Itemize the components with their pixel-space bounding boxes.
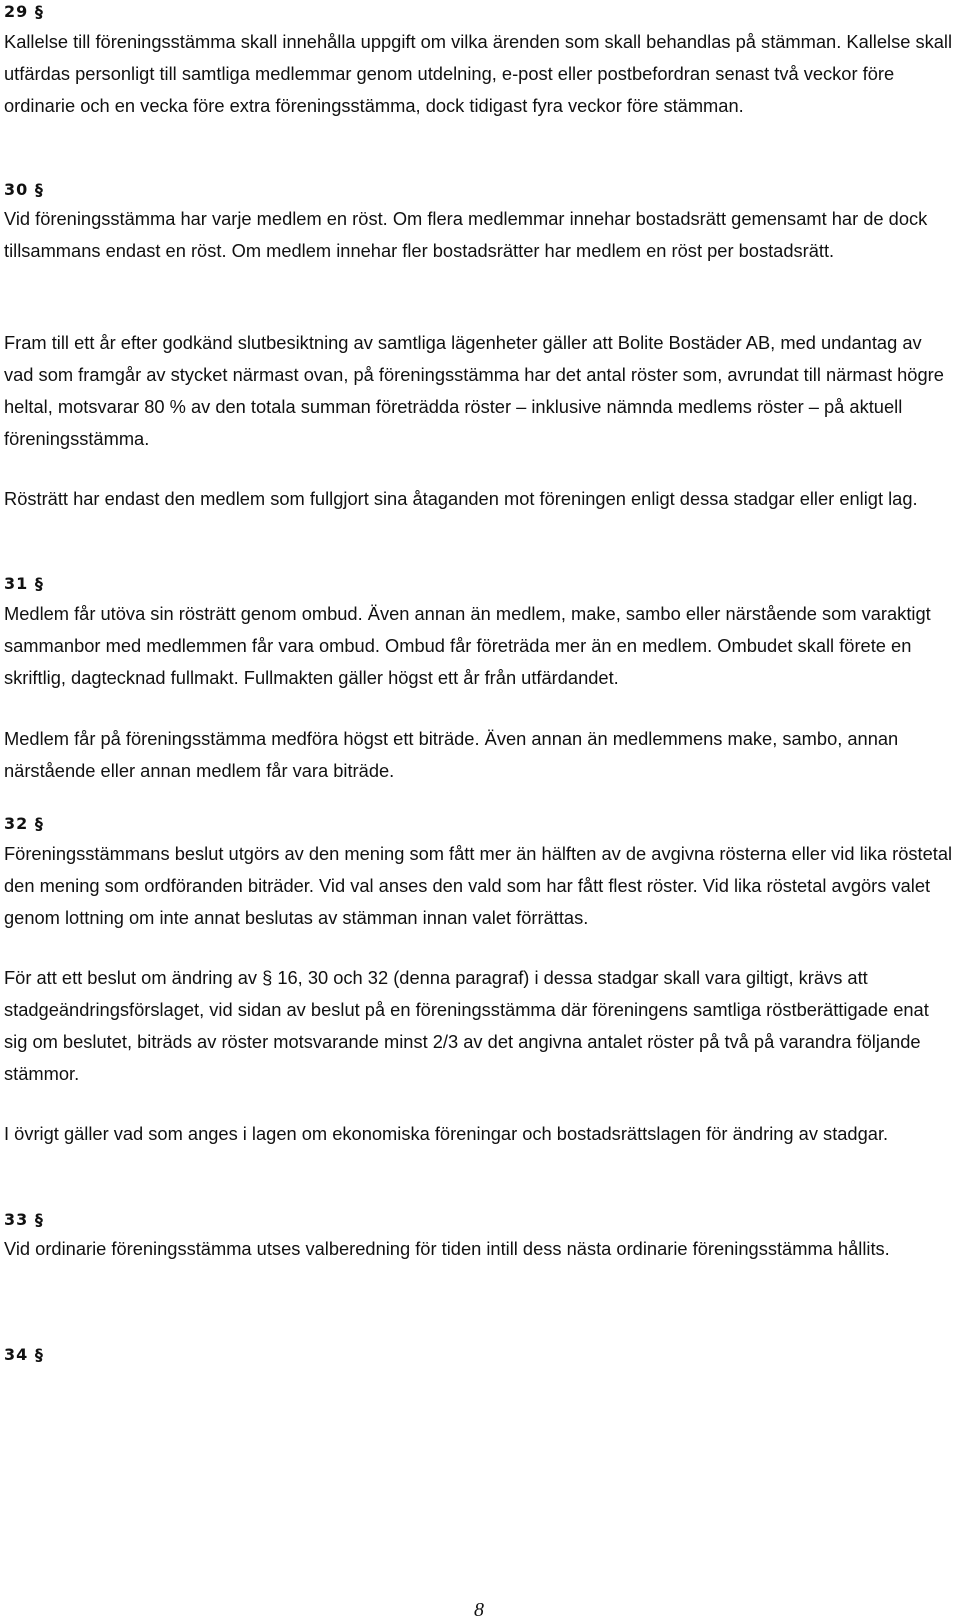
section-31-paragraph-1: Medlem får utöva sin rösträtt genom ombud. Även annan än medlem, make, sambo eller närstående som varaktigt sammanbor med medlemmen får vara ombud. Ombud får företräda mer än en medlem. Ombudet skall förete en skriftlig, dagtecknad fullmakt. Fullmakten gäller högst ett år från utfärdandet. [4, 603, 931, 688]
section-heading-29: 29 § [4, 2, 44, 21]
section-30-paragraph-1: Vid föreningsstämma har varje medlem en röst. Om flera medlemmar innehar bostadsrätt gemensamt har de dock tillsammans endast en röst. Om medlem innehar fler bostadsrätter har medlem en röst per bostadsrätt. [4, 208, 928, 261]
section-heading-33: 33 § [4, 1210, 44, 1229]
section-33-paragraph-1: Vid ordinarie föreningsstämma utses valberedning för tiden intill dess nästa ordinarie föreningsstämma hållits. [4, 1238, 890, 1259]
page-number: 8 [474, 1599, 484, 1621]
section-32-paragraph-2: För att ett beslut om ändring av § 16, 30 och 32 (denna paragraf) i dessa stadgar skall vara giltigt, krävs att stadgeändringsförslaget, vid sidan av beslut på en föreningsstämma där föreningens samtliga röstberättigade enat sig om beslutet, biträds av röster motsvarande minst 2/3 av det angivna antalet röster på två på varandra följande stämmor. [4, 967, 929, 1084]
section-heading-32: 32 § [4, 814, 44, 833]
section-32-paragraph-3: I övrigt gäller vad som anges i lagen om ekonomiska föreningar och bostadsrättslagen för ändring av stadgar. [4, 1123, 889, 1144]
section-heading-30: 30 § [4, 180, 44, 199]
section-30-paragraph-3: Rösträtt har endast den medlem som fullgjort sina åtaganden mot föreningen enligt dessa stadgar eller enligt lag. [4, 488, 918, 509]
section-32-paragraph-1: Föreningsstämmans beslut utgörs av den mening som fått mer än hälften av de avgivna rösterna eller vid lika röstetal den mening som ordföranden biträder. Vid val anses den vald som har fått flest röster. Vid lika röstetal avgörs valet genom lottning om inte annat beslutas av stämman innan valet förrättas. [4, 843, 953, 928]
section-30-paragraph-2: Fram till ett år efter godkänd slutbesiktning av samtliga lägenheter gäller att Bolite Bostäder AB, med undantag av vad som framgår av stycket närmast ovan, på föreningsstämma har det antal röster som, avrundat till närmast högre heltal, motsvarar 80 % av den totala summan företrädda röster – inklusive nämnda medlems röster – på aktuell föreningsstämma. [4, 332, 944, 449]
section-heading-31: 31 § [4, 574, 44, 593]
section-29-paragraph-1: Kallelse till föreningsstämma skall innehålla uppgift om vilka ärenden som skall behandlas på stämman. Kallelse skall utfärdas personligt till samtliga medlemmar genom utdelning, e-post eller postbefordran senast två veckor före ordinarie och en vecka före extra föreningsstämma, dock tidigast fyra veckor före stämman. [4, 31, 953, 116]
section-heading-34: 34 § [4, 1345, 44, 1364]
section-31-paragraph-2: Medlem får på föreningsstämma medföra högst ett biträde. Även annan än medlemmens make, sambo, annan närstående eller annan medlem får vara biträde. [4, 728, 899, 781]
